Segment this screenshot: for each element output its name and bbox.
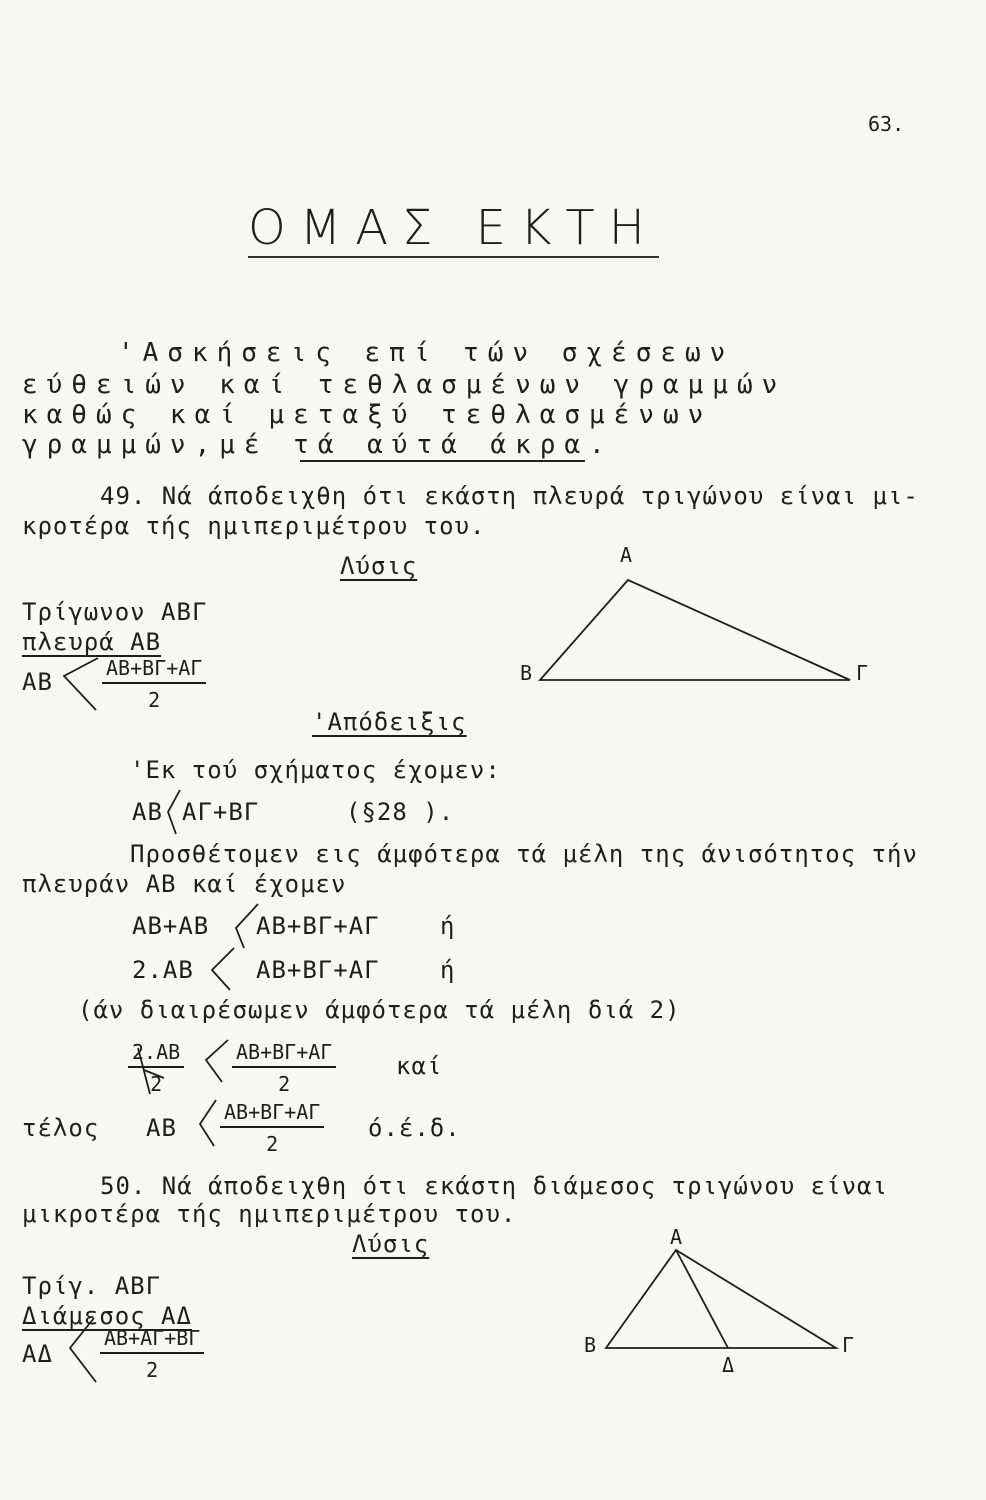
fig50-vertex-d: Δ <box>722 1353 735 1377</box>
page-number: 63. <box>868 112 905 136</box>
ex49-step2-lhs: 2.ΑΒ <box>132 956 194 984</box>
inequality-signs <box>64 658 258 1382</box>
fig49-vertex-b: Β <box>520 661 533 685</box>
ex49-given-triangle: Τρίγωνον ΑΒΓ <box>22 598 208 626</box>
ex49-cancel-stroke-2 <box>144 1070 164 1078</box>
median-ad <box>676 1250 728 1348</box>
ex50-claim-less-than-sign <box>70 1318 96 1382</box>
ex49-solution-heading: Λύσις <box>340 552 418 580</box>
fig49-vertex-a: Α <box>620 543 633 567</box>
section-title: ΟΜΑΣ ΕΚΤΗ <box>248 200 659 256</box>
ex49-claim-less-than-sign <box>64 658 98 710</box>
triangle-49 <box>540 580 850 680</box>
ex49-final-numerator: ΑΒ+ΒΓ+ΑΓ <box>220 1100 324 1128</box>
ex49-add-line-1: Προσθέτομεν εις άμφότερα τά μέλη της άνισότητος τήν <box>130 840 918 868</box>
ex49-claim-lhs: ΑΒ <box>22 668 53 696</box>
ex49-step1-or: ή <box>440 912 456 940</box>
ex49-step3-lhs-denominator: 2 <box>150 1072 163 1096</box>
ex49-ineq1-rhs: ΑΓ+ΒΓ <box>182 798 260 826</box>
ex49-step3-rhs-denominator: 2 <box>278 1072 291 1096</box>
ex49-step2-rhs: ΑΒ+ΒΓ+ΑΓ <box>256 956 380 984</box>
ex50-solution-heading: Λύσις <box>352 1230 430 1258</box>
ex50-given-median: Διάμεσος ΑΔ <box>22 1302 192 1330</box>
intro-line-2: εύθειών καί τεθλασμένων γραμμών <box>22 370 787 400</box>
ex49-final-word: τέλος <box>22 1114 100 1142</box>
ex49-step2-or: ή <box>440 956 456 984</box>
intro-line-3: καθώς καί μεταξύ τεθλασμένων <box>22 400 713 430</box>
ex49-step3-rhs-numerator: ΑΒ+ΒΓ+ΑΓ <box>232 1040 336 1068</box>
ex49-claim-numerator: ΑΒ+ΒΓ+ΑΓ <box>102 656 206 684</box>
ex49-statement-line-1: 49. Νά άποδειχθη ότι εκάστη πλευρά τριγώνου είναι μι- <box>100 482 919 510</box>
ex50-claim-numerator: ΑΒ+ΑΓ+ΒΓ <box>100 1326 204 1354</box>
intro-line-4: γραμμών,μέ τά αύτά άκρα. <box>22 430 614 460</box>
ex49-step3-and: καί <box>396 1052 443 1080</box>
triangle-figure-49 <box>540 580 850 680</box>
ex49-ineq1-reference: (§28 ). <box>346 798 455 826</box>
ex49-divide-note: (άν διαιρέσωμεν άμφότερα τά μέλη διά 2) <box>78 996 681 1024</box>
ex50-claim-lhs: ΑΔ <box>22 1340 53 1368</box>
ex50-statement-line-1: 50. Νά άποδειχθη ότι εκάστη διάμεσος τριγώνου είναι <box>100 1172 888 1200</box>
fig50-vertex-a: Α <box>670 1225 683 1249</box>
fig50-vertex-b: Β <box>584 1333 597 1357</box>
ex49-final-lhs: ΑΒ <box>146 1114 177 1142</box>
ex49-proof-heading: 'Απόδειξις <box>312 708 467 736</box>
ex49-given-side: πλευρά ΑΒ <box>22 628 162 656</box>
ex49-qed: ό.έ.δ. <box>368 1114 461 1142</box>
intro-line-1: 'Ασκήσεις επί τών σχέσεων <box>118 338 735 368</box>
ex49-step1-lhs: ΑΒ+ΑΒ <box>132 912 210 940</box>
ex49-step1-rhs: ΑΒ+ΒΓ+ΑΓ <box>256 912 380 940</box>
ex49-claim-denominator: 2 <box>148 688 161 712</box>
triangle-figure-50 <box>606 1250 836 1348</box>
ex49-step2-less-than-sign <box>212 948 234 990</box>
ex49-step1-less-than-sign <box>236 904 258 948</box>
fig50-vertex-g: Γ <box>842 1333 855 1357</box>
ex49-final-denominator: 2 <box>266 1132 279 1156</box>
ex50-statement-line-2: μικροτέρα τής ημιπεριμέτρου του. <box>22 1200 517 1228</box>
ex49-step3-lhs-numerator: 2.ΑΒ <box>128 1040 184 1068</box>
ex49-proof-line-1: 'Εκ τού σχήματος έχομεν: <box>130 756 501 784</box>
ex49-ineq1-lhs: ΑΒ <box>132 798 163 826</box>
ex49-final-less-than-sign <box>200 1100 216 1146</box>
ex49-add-line-2: πλευράν ΑΒ καί έχομεν <box>22 870 347 898</box>
fig49-vertex-g: Γ <box>856 661 869 685</box>
ex49-ineq1-less-than-sign <box>168 790 180 834</box>
ex49-step3-less-than-sign <box>206 1040 228 1082</box>
ex49-statement-line-2: κροτέρα τής ημιπεριμέτρου του. <box>22 512 486 540</box>
ex50-given-triangle: Τρίγ. ΑΒΓ <box>22 1272 162 1300</box>
ex50-claim-denominator: 2 <box>146 1358 159 1382</box>
